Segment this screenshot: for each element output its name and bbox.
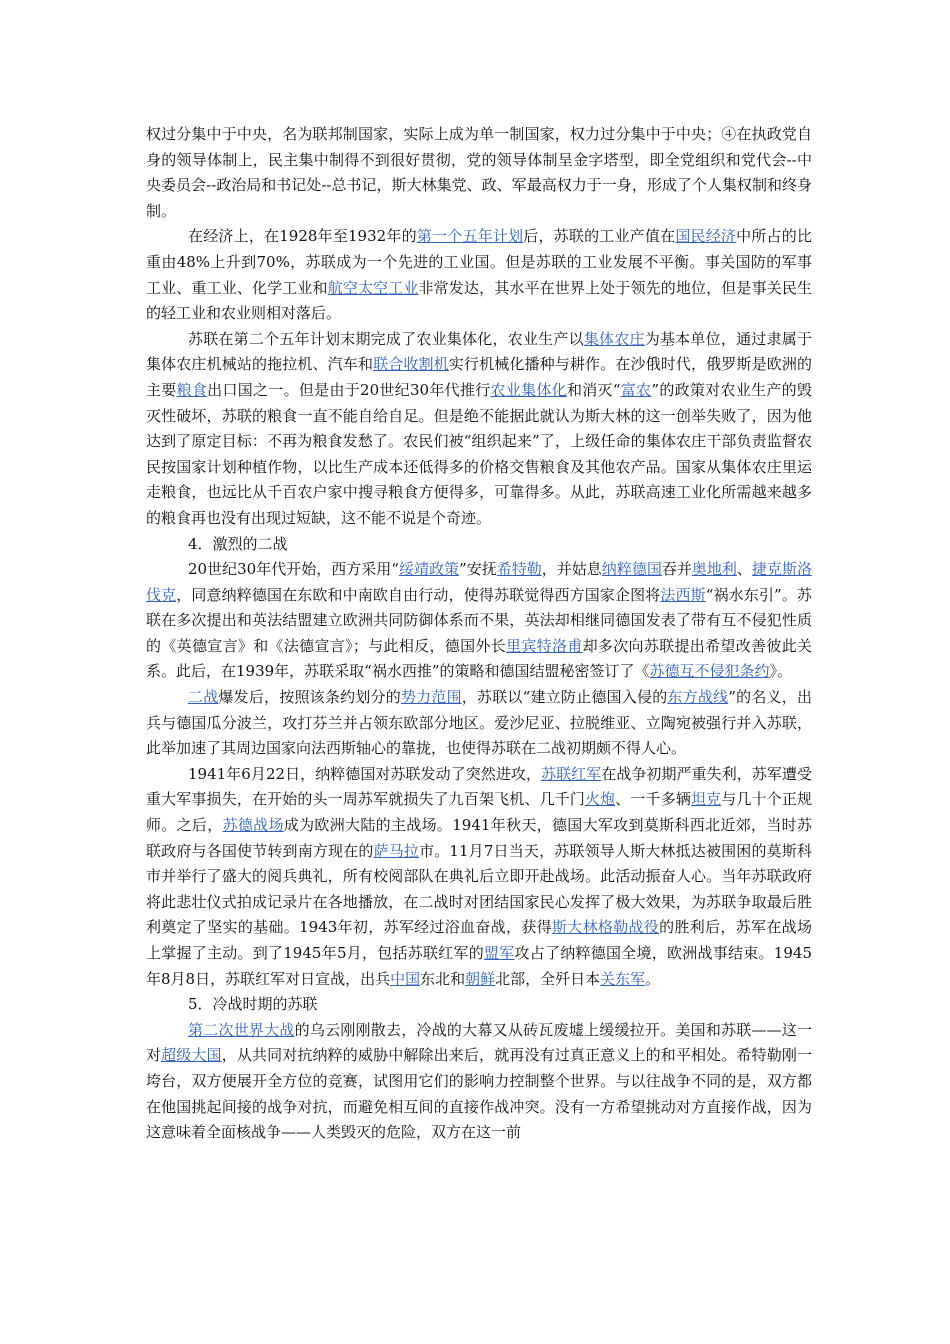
document-page bbox=[146, 122, 812, 1146]
hyperlink[interactable]: 粮食 bbox=[176, 380, 208, 399]
text-run: 吞并 bbox=[661, 560, 692, 579]
hyperlink[interactable]: 奥地利 bbox=[691, 560, 737, 579]
hyperlink[interactable]: 希特勒 bbox=[496, 560, 542, 579]
hyperlink[interactable]: 苏德互不侵犯条约 bbox=[649, 662, 770, 681]
text-run: 权过分集中于中央，名为联邦制国家，实际上成为单一制国家，权力过分集中于中央；④在执政党自身的领导体制上，民主集中制得不到很好贯彻，党的领导体制呈金字塔型，即全党组织和党代会--中央委员会--政治局和书记处--总书记，斯大林集党、政、军最高权力于一身，形成了个人集权制和终身制。 bbox=[146, 125, 812, 220]
text-run: 的乌云刚刚散去，冷战的大幕又从砖瓦废墟上缓缓拉开。美国和苏联——这一对 bbox=[146, 1020, 812, 1065]
hyperlink[interactable]: 农业集体化 bbox=[490, 380, 567, 399]
text-run: ”的政策对农业生产的毁灭性破坏，苏联的粮食一直不能自给自足。但是绝不能据此就认为斯大林的这一创举失败了，因为他达到了原定目标：不再为粮食发愁了。农民们被“组织起来”了，上级任命的集体农庄干部负责监督农民按国家计划种植作物，以比生产成本还低得多的价格交售粮食及其他农产品。国家从集体农庄里运走粮食，也远比从千百农户家中搜寻粮食方便得多，可靠得多。从此，苏联高速工业化所需越来越多的粮食再也没有出现过短缺，这不能不说是个奇迹。 bbox=[146, 380, 812, 527]
text-run: “祸水东引”。苏联在多次提出和英法结盟建立欧洲共同防御体系而不果，英法却相继同德国发表了带有互不侵犯性质的《英德宣言》和《法德宣言》；与此相反，德国外长 bbox=[146, 585, 812, 655]
text-run: 在经济上，在1928年至1932年的 bbox=[188, 227, 417, 246]
text-run: 却多次向苏联提出希望改善彼此关系。此后，在1939年，苏联采取“祸水西推”的策略和德国结盟秘密签订了《 bbox=[146, 636, 812, 681]
hyperlink[interactable]: 苏联红军 bbox=[541, 764, 602, 783]
text-run: 20世纪30年代开始，西方采用“ bbox=[188, 560, 399, 579]
hyperlink[interactable]: 航空太空工业 bbox=[327, 278, 419, 297]
hyperlink[interactable]: 坦克 bbox=[690, 790, 722, 809]
text-run: 攻占了纳粹德国全境，欧洲战事结束。1945年8月8日，苏联红军对日宣战，出兵 bbox=[146, 944, 812, 988]
hyperlink[interactable]: 第二次世界大战 bbox=[188, 1020, 295, 1039]
hyperlink[interactable]: 国民经济 bbox=[675, 227, 737, 246]
hyperlink[interactable]: 势力范围 bbox=[400, 688, 462, 707]
text-run: 》。 bbox=[769, 662, 793, 681]
paragraph-outbreak bbox=[146, 685, 812, 762]
text-run: 。 bbox=[645, 969, 661, 988]
text-run: 与几十个正规师。之后， bbox=[146, 790, 812, 835]
text-run: 北部，全歼日本 bbox=[495, 969, 601, 988]
hyperlink[interactable]: 朝鲜 bbox=[465, 969, 496, 988]
hyperlink[interactable]: 捷克斯洛伐克 bbox=[146, 560, 812, 604]
hyperlink[interactable]: 集体农庄 bbox=[583, 329, 645, 348]
hyperlink[interactable]: 斯大林格勒战役 bbox=[551, 918, 660, 937]
text-run: ，同意纳粹德国在东欧和中南欧自由行动，使得苏联觉得西方国家企图将 bbox=[176, 585, 661, 604]
text-run: 中所占的比重由48%上升到70%，苏联成为一个先进的工业国。但是苏联的工业发展不平衡。事关国防的军事工业、重工业、化学工业和 bbox=[146, 227, 812, 297]
text-run: 、 bbox=[736, 560, 752, 579]
text-run: ，从共同对抗纳粹的威胁中解除出来后，就再没有过真正意义上的和平相处。希特勒刚一垮台，双方便展开全方位的竞赛，试图用它们的影响力控制整个世界。与以往战争不同的是，双方都在他国挑起间接的战争对抗，而避免相互间的直接作战冲突。没有一方希望挑动对方直接作战，因为这意味着全面核战争——人类毁灭的危险，双方在这一前 bbox=[146, 1046, 812, 1142]
paragraph-economy bbox=[146, 224, 812, 326]
hyperlink[interactable]: 东方战线 bbox=[667, 688, 729, 707]
text-run: 市。11月7日当天，苏联领导人斯大林抵达被围困的莫斯科市并举行了盛大的阅兵典礼，所有校阅部队在典礼后立即开赴战场。此活动振奋人心。当年苏联政府将此悲壮仪式拍成记录片在各地播放，在二战时对团结国家民心发挥了极大效果，为苏联争取最后胜利奠定了坚实的基础。1943年初，苏军经过浴血奋战，获得 bbox=[146, 841, 812, 937]
hyperlink[interactable]: 富农 bbox=[620, 380, 652, 399]
hyperlink[interactable]: 纳粹德国 bbox=[601, 560, 662, 579]
hyperlink[interactable]: 苏德战场 bbox=[222, 816, 284, 835]
text-run: 的胜利后，苏军在战场上掌握了主动。到了1945年5月，包括苏联红军的 bbox=[146, 918, 812, 962]
text-run: 在战争初期严重失利，苏军遭受重大军事损失，在开始的头一周苏军就损失了九百架飞机、几千门 bbox=[146, 764, 812, 809]
text-run: 成为欧洲大陆的主战场。1941年秋天，德国大军攻到莫斯科西北近郊，当时苏联政府与各国使节转到南方现在的 bbox=[146, 816, 812, 860]
text-run: ”安抚 bbox=[459, 560, 497, 579]
text-run: ”的名义，出兵与德国瓜分波兰，攻打芬兰并占领东欧部分地区。爱沙尼亚、拉脱维亚、立陶宛被强行并入苏联，此举加速了其周边国家向法西斯轴心的靠拢，也使得苏联在二战初期颇不得人心。 bbox=[146, 688, 812, 758]
hyperlink[interactable]: 超级大国 bbox=[161, 1046, 222, 1065]
text-run: 爆发后，按照该条约划分的 bbox=[218, 688, 401, 707]
hyperlink[interactable]: 萨马拉 bbox=[373, 841, 420, 860]
paragraph-political-system bbox=[146, 122, 812, 224]
hyperlink[interactable]: 二战 bbox=[188, 688, 219, 707]
hyperlink[interactable]: 里宾特洛甫 bbox=[506, 636, 583, 655]
hyperlink[interactable]: 绥靖政策 bbox=[398, 560, 460, 579]
hyperlink[interactable]: 盟军 bbox=[484, 944, 515, 962]
text-run: 实行机械化播种与耕作。在沙俄时代，俄罗斯是欧洲的主要 bbox=[146, 355, 812, 399]
paragraph-cold-war bbox=[146, 1018, 812, 1146]
hyperlink[interactable]: 法西斯 bbox=[660, 585, 706, 604]
text-run: 为基本单位，通过隶属于集体农庄机械站的拖拉机、汽车和 bbox=[146, 329, 812, 374]
text-run: 、一千多辆 bbox=[615, 790, 691, 809]
text-run: 出口国之一。但是由于20世纪30年代推行 bbox=[207, 380, 491, 399]
text-run: ，并姑息 bbox=[541, 560, 602, 579]
heading-ww2 bbox=[146, 532, 812, 558]
text-run: 东北和 bbox=[420, 969, 466, 988]
hyperlink[interactable]: 联合收割机 bbox=[373, 355, 449, 374]
hyperlink[interactable]: 关东军 bbox=[600, 969, 646, 988]
text-run: 和消灭“ bbox=[566, 380, 621, 399]
text-run: 4．激烈的二战 bbox=[188, 534, 288, 553]
text-run: 非常发达，其水平在世界上处于领先的地位，但是事关民生的轻工业和农业则相对落后。 bbox=[146, 278, 812, 323]
hyperlink[interactable]: 火炮 bbox=[585, 790, 616, 809]
text-run: 5．冷战时期的苏联 bbox=[188, 995, 318, 1014]
paragraph-appeasement bbox=[146, 557, 812, 685]
text-run: 1941年6月22日，纳粹德国对苏联发动了突然进攻， bbox=[188, 764, 542, 783]
text-run: 后，苏联的工业产值在 bbox=[523, 227, 676, 246]
paragraph-agriculture bbox=[146, 327, 812, 532]
hyperlink[interactable]: 中国 bbox=[390, 969, 421, 988]
text-run: ，苏联以“建立防止德国入侵的 bbox=[461, 688, 668, 707]
hyperlink[interactable]: 第一个五年计划 bbox=[416, 227, 524, 246]
paragraph-barbarossa bbox=[146, 762, 812, 992]
text-run: 苏联在第二个五年计划末期完成了农业集体化，农业生产以 bbox=[188, 329, 584, 348]
heading-cold-war bbox=[146, 992, 812, 1018]
